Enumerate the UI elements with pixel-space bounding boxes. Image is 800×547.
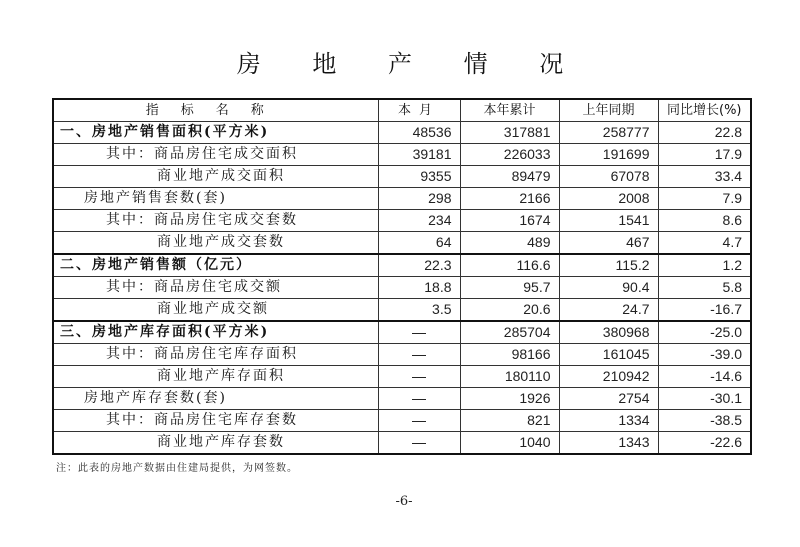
table-row — [53, 344, 751, 366]
cell-prev: 24.7 — [559, 299, 658, 322]
cell-prev: 1343 — [559, 432, 658, 455]
cell-yoy: -16.7 — [658, 299, 751, 322]
table-row — [53, 232, 751, 255]
table-row — [53, 277, 751, 299]
table-row — [53, 299, 751, 322]
table-row — [53, 166, 751, 188]
cell-month: 234 — [378, 210, 460, 232]
cell-month: — — [378, 366, 460, 388]
cell-ytd: 821 — [460, 410, 559, 432]
page-title: 房 地 产 情 况 — [236, 50, 586, 78]
cell-yoy: 5.8 — [658, 277, 751, 299]
indicator-label: 其中：商品房住宅成交面积 — [53, 144, 378, 166]
table-row — [53, 210, 751, 232]
cell-yoy: 8.6 — [658, 210, 751, 232]
page-number: -6- — [395, 494, 413, 509]
cell-ytd: 89479 — [460, 166, 559, 188]
cell-prev: 90.4 — [559, 277, 658, 299]
table-body — [53, 122, 751, 455]
cell-yoy: 33.4 — [658, 166, 751, 188]
cell-month: 3.5 — [378, 299, 460, 322]
indicator-label: 商业地产成交套数 — [53, 232, 378, 255]
table-row — [53, 188, 751, 210]
cell-ytd: 226033 — [460, 144, 559, 166]
cell-month: 22.3 — [378, 254, 460, 277]
cell-month: 18.8 — [378, 277, 460, 299]
cell-ytd: 285704 — [460, 321, 559, 344]
cell-yoy: -22.6 — [658, 432, 751, 455]
cell-prev: 380968 — [559, 321, 658, 344]
cell-ytd: 180110 — [460, 366, 559, 388]
cell-prev: 258777 — [559, 122, 658, 144]
indicator-label: 房地产销售套数(套) — [53, 188, 378, 210]
indicator-label: 商业地产成交面积 — [53, 166, 378, 188]
indicator-label: 商业地产成交额 — [53, 299, 378, 322]
indicator-label: 三、房地产库存面积(平方米) — [53, 321, 378, 344]
cell-yoy: -25.0 — [658, 321, 751, 344]
indicator-label: 商业地产库存套数 — [53, 432, 378, 455]
cell-prev: 161045 — [559, 344, 658, 366]
table-row — [53, 388, 751, 410]
indicator-label: 其中：商品房住宅成交套数 — [53, 210, 378, 232]
cell-ytd: 2166 — [460, 188, 559, 210]
cell-month: — — [378, 432, 460, 455]
cell-prev: 1541 — [559, 210, 658, 232]
indicator-label: 二、房地产销售额（亿元） — [53, 254, 378, 277]
cell-yoy: 7.9 — [658, 188, 751, 210]
cell-month: — — [378, 321, 460, 344]
footnote: 注：此表的房地产数据由住建局提供，为网签数。 — [56, 463, 298, 474]
cell-prev: 115.2 — [559, 254, 658, 277]
cell-yoy: -39.0 — [658, 344, 751, 366]
table-row — [53, 122, 751, 144]
cell-month: — — [378, 388, 460, 410]
indicator-label: 其中：商品房住宅库存套数 — [53, 410, 378, 432]
header-this-month: 本月 — [378, 99, 460, 122]
indicator-label: 一、房地产销售面积(平方米) — [53, 122, 378, 144]
cell-ytd: 1674 — [460, 210, 559, 232]
header-yoy-growth: 同比增长(%) — [658, 99, 751, 122]
cell-prev: 2008 — [559, 188, 658, 210]
cell-ytd: 95.7 — [460, 277, 559, 299]
cell-ytd: 1926 — [460, 388, 559, 410]
table-row — [53, 144, 751, 166]
real-estate-table — [52, 98, 752, 455]
cell-month: 64 — [378, 232, 460, 255]
cell-yoy: 17.9 — [658, 144, 751, 166]
cell-month: 9355 — [378, 166, 460, 188]
table-row — [53, 432, 751, 455]
cell-ytd: 20.6 — [460, 299, 559, 322]
indicator-label: 其中：商品房住宅成交额 — [53, 277, 378, 299]
cell-ytd: 116.6 — [460, 254, 559, 277]
cell-yoy: 1.2 — [658, 254, 751, 277]
cell-prev: 210942 — [559, 366, 658, 388]
cell-prev: 467 — [559, 232, 658, 255]
cell-ytd: 317881 — [460, 122, 559, 144]
cell-month: — — [378, 344, 460, 366]
header-ytd: 本年累计 — [460, 99, 559, 122]
header-indicator-name: 指标名称 — [53, 99, 378, 122]
indicator-label: 其中：商品房住宅库存面积 — [53, 344, 378, 366]
cell-month: 48536 — [378, 122, 460, 144]
cell-ytd: 489 — [460, 232, 559, 255]
cell-month: — — [378, 410, 460, 432]
cell-ytd: 98166 — [460, 344, 559, 366]
table-row — [53, 366, 751, 388]
cell-ytd: 1040 — [460, 432, 559, 455]
cell-yoy: -14.6 — [658, 366, 751, 388]
table-header-row — [53, 99, 751, 122]
indicator-label: 商业地产库存面积 — [53, 366, 378, 388]
cell-yoy: 4.7 — [658, 232, 751, 255]
cell-prev: 67078 — [559, 166, 658, 188]
cell-yoy: -38.5 — [658, 410, 751, 432]
table-row — [53, 254, 751, 277]
table-row — [53, 410, 751, 432]
table-row — [53, 321, 751, 344]
cell-month: 39181 — [378, 144, 460, 166]
cell-prev: 191699 — [559, 144, 658, 166]
cell-prev: 2754 — [559, 388, 658, 410]
cell-yoy: 22.8 — [658, 122, 751, 144]
cell-month: 298 — [378, 188, 460, 210]
header-prev-year: 上年同期 — [559, 99, 658, 122]
indicator-label: 房地产库存套数(套) — [53, 388, 378, 410]
cell-yoy: -30.1 — [658, 388, 751, 410]
cell-prev: 1334 — [559, 410, 658, 432]
